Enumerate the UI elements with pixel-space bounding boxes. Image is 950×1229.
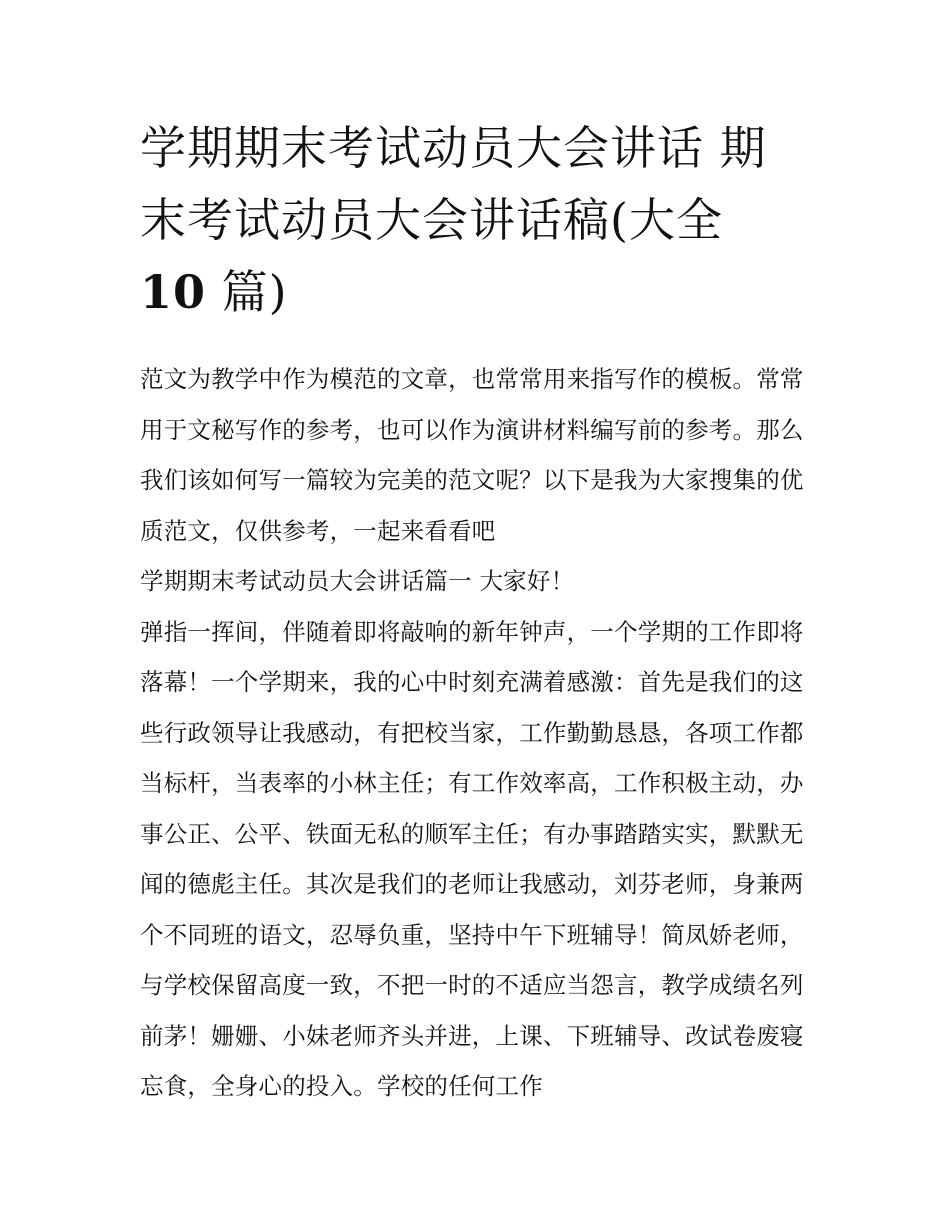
title-line-3: 篇) [206, 265, 288, 319]
document-body [140, 354, 820, 1112]
intro-paragraph: 范文为教学中作为模范的文章，也常常用来指写作的模板。常常用于文秘写作的参考，也可以作为演讲材料编写前的参考。那么我们该如何写一篇较为完美的范文呢？以下是我为大家搜集的优质范文，仅供参考，一起来看看吧 [140, 365, 804, 545]
document-title [140, 112, 820, 328]
body-paragraph: 弹指一挥间，伴随着即将敲响的新年钟声，一个学期的工作即将落幕！一个学期来，我的心中时刻充满着感激：首先是我们的这些行政领导让我感动，有把校当家，工作勤勤恳恳，各项工作都当标杆，当表率的小林主任；有工作效率高，工作积极主动，办事公正、公平、铁面无私的顺军主任；有办事踏踏实实，默默无闻的德彪主任。其次是我们的老师让我感动，刘芬老师，身兼两个不同班的语文，忍辱负重，坚持中午下班辅导！简凤娇老师，与学校保留高度一致，不把一时的不适应当怨言，教学成绩名列前茅！姗姗、小妹老师齐头并进，上课、下班辅导、改试卷废寝忘食，全身心的投入。学校的任何工作 [140, 617, 804, 1100]
section-heading: 学期期末考试动员大会讲话篇一 大家好！ [140, 567, 575, 595]
title-line-2: 末考试动员大会讲话稿(大全 [140, 193, 723, 247]
title-number: 10 [140, 265, 207, 319]
title-line-1: 学期期末考试动员大会讲话 期 [140, 121, 767, 175]
